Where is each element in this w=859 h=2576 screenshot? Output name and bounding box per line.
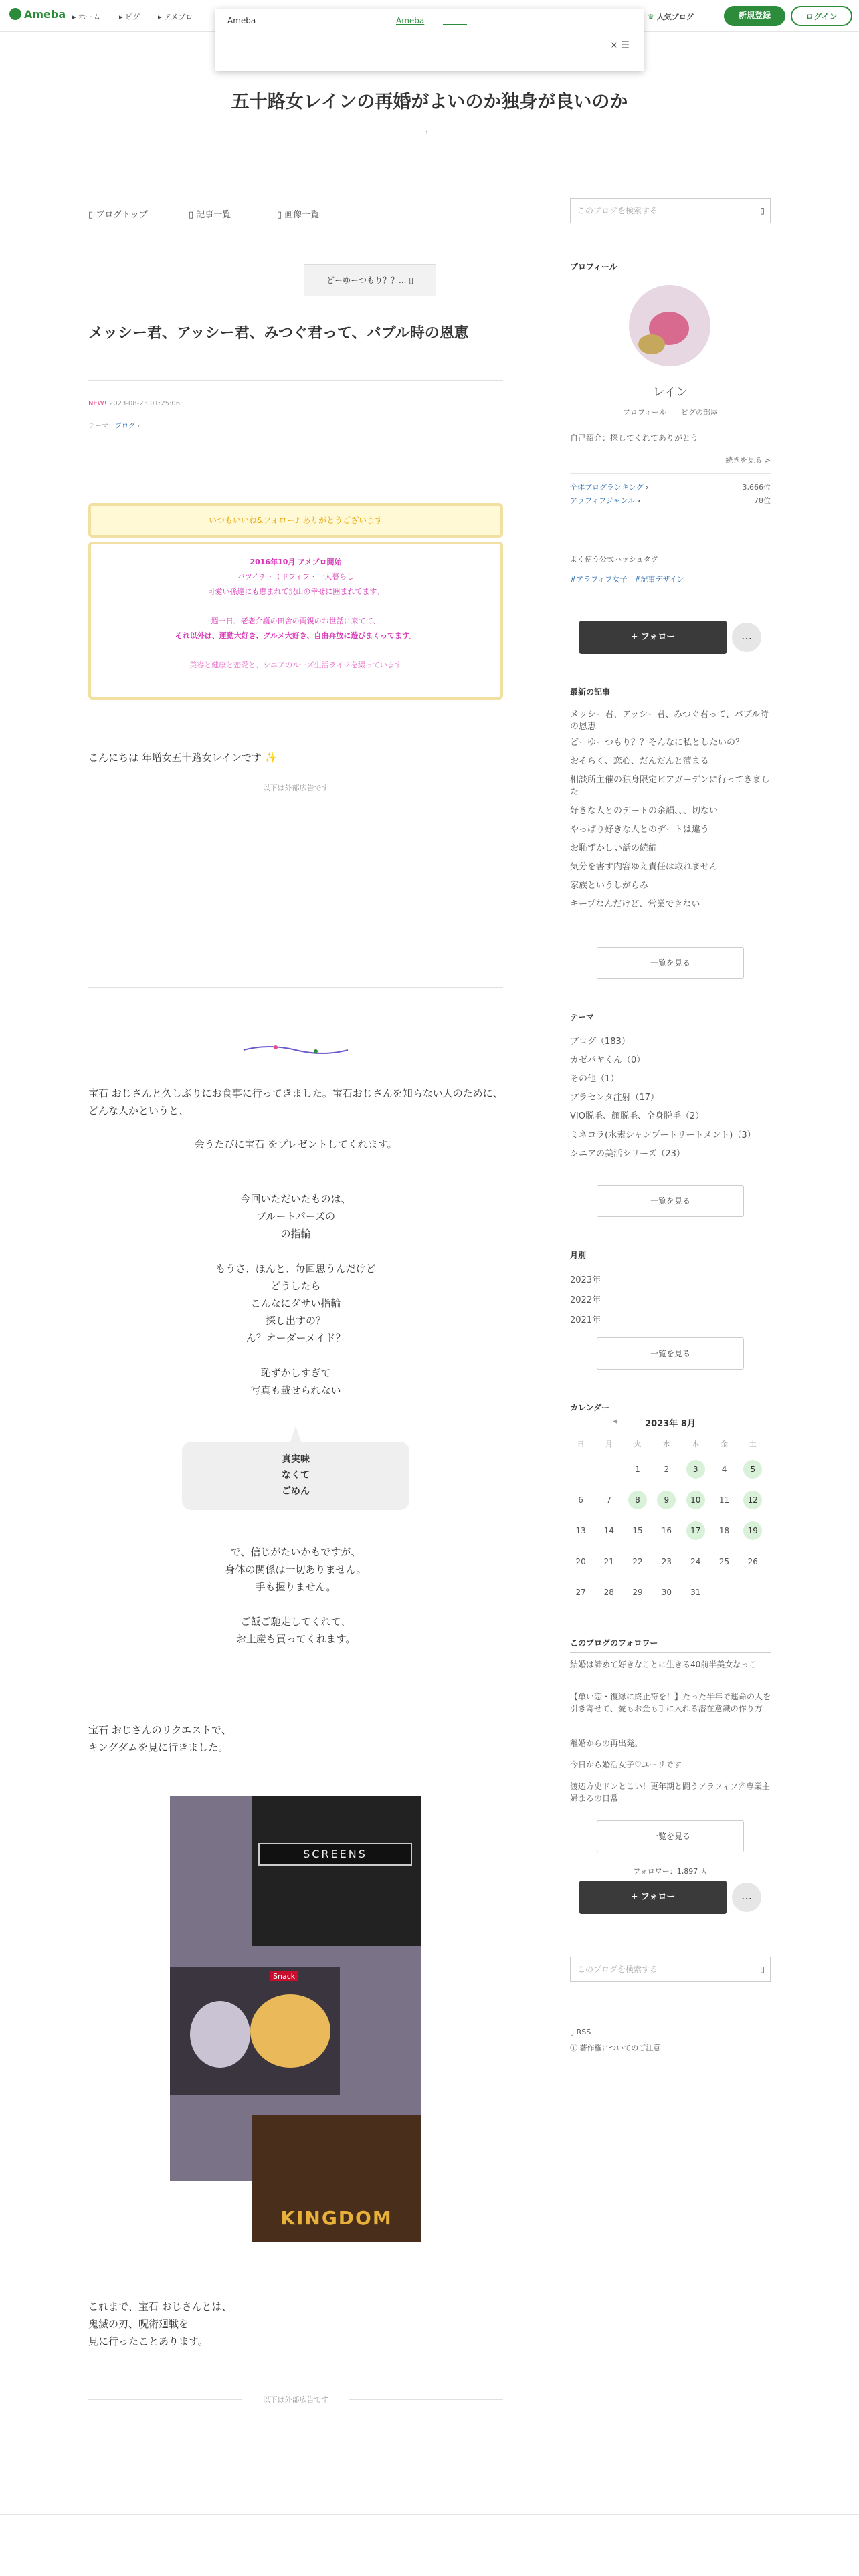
sparkle-icon: ✨: [264, 752, 278, 764]
calendar-day: 18: [719, 1526, 730, 1535]
nav-home[interactable]: ▸ ホーム: [72, 13, 101, 21]
photo-collage[interactable]: [170, 1796, 421, 2229]
calendar-day: 20: [575, 1557, 586, 1566]
calendar-day-with-post[interactable]: 17: [686, 1521, 705, 1540]
hashtag[interactable]: #アラフィフ女子: [570, 575, 628, 584]
screens-sign: SCREENS: [258, 1843, 412, 1866]
search-icon[interactable]: ▯: [760, 1965, 765, 1974]
profile-link[interactable]: プロフィール: [623, 408, 666, 417]
info-icon: ⓘ: [570, 2044, 577, 2052]
calendar-day-with-post[interactable]: 12: [743, 1491, 762, 1509]
intro-line: 2016年10月 アメブロ開始: [250, 558, 342, 566]
profile-links: [570, 407, 771, 417]
ending-lines: これまで、宝石 おじさんとは、 鬼滅の刃、呪術廻戦を 見に行ったことあります。: [88, 2300, 232, 2347]
list-item[interactable]: ブログ（183）: [570, 1037, 630, 1047]
ad-label-2: 以下は外部広告です: [242, 2394, 349, 2405]
ad-end-divider: [88, 987, 503, 988]
list-item[interactable]: 家族というしがらみ: [570, 881, 649, 891]
weekday-label: 月: [605, 1440, 613, 1448]
calendar-day: 2: [664, 1465, 670, 1474]
list-icon: ▯: [189, 210, 194, 220]
calendar-day: 6: [578, 1495, 583, 1505]
calendar-day-with-post[interactable]: 19: [743, 1521, 762, 1540]
list-item[interactable]: 2022年: [570, 1295, 601, 1305]
calendar-day: 25: [719, 1557, 730, 1566]
list-item[interactable]: お恥ずかしい話の続編: [570, 843, 658, 853]
register-button[interactable]: 新規登録: [724, 6, 785, 26]
calendar-day: 28: [603, 1588, 614, 1597]
prev-month-icon[interactable]: ◂: [613, 1416, 617, 1426]
calendar-day: 1: [635, 1465, 640, 1474]
recent-see-all-button[interactable]: 一覧を見る: [597, 947, 744, 979]
calendar-day-with-post[interactable]: 8: [628, 1491, 647, 1509]
calendar-day: 31: [690, 1588, 701, 1597]
list-item[interactable]: VIO脱毛、顔脱毛、全身脱毛（2）: [570, 1111, 704, 1121]
intro-line: それ以外は、運動大好き、グルメ大好き、自由奔放に遊びまくってます。: [175, 631, 417, 640]
nav-blog-top[interactable]: ▯ ブログトップ: [88, 210, 148, 220]
list-item[interactable]: ミネコラ(水素シャンプートリートメント)（3）: [570, 1130, 756, 1140]
ranking-overall[interactable]: 全体ブログランキング › 3,666位: [570, 483, 771, 492]
recent-heading: 最新の記事: [570, 686, 771, 702]
article-title[interactable]: メッシー君、アッシー君、みつぐ君って、バブル時の恩恵: [88, 325, 469, 342]
calendar-day[interactable]: [739, 1454, 767, 1485]
theater-photo: [252, 1796, 421, 1946]
calendar-heading: カレンダー: [570, 1403, 610, 1412]
title-divider: [88, 380, 503, 381]
thanks-banner: いつもいいね&フォロー♪ ありがとうございます: [88, 503, 503, 538]
calendar-day: [567, 1454, 595, 1485]
month-list: [570, 1271, 771, 1331]
blog-title[interactable]: 五十路女レインの再婚がよいのか独身が良いのか: [231, 92, 628, 112]
list-item[interactable]: おそらく、恋心、だんだんと薄まる: [570, 756, 709, 766]
calendar-day: 21: [603, 1557, 614, 1566]
decorative-wave: [242, 1043, 349, 1057]
theme-see-all-button[interactable]: 一覧を見る: [597, 1185, 744, 1217]
search-icon[interactable]: ▯: [760, 206, 765, 215]
ranking-genre[interactable]: アラフィフジャンル › 78位: [570, 496, 771, 505]
calendar-day: 23: [661, 1557, 672, 1566]
list-item[interactable]: 今日から婚活女子♡ユーリです: [570, 1760, 682, 1769]
weekday-label: 火: [634, 1440, 642, 1448]
month-heading: 月別: [570, 1249, 771, 1265]
calendar-day[interactable]: [652, 1485, 681, 1515]
avatar[interactable]: [629, 285, 710, 366]
image-icon: ▯: [277, 210, 282, 220]
month-see-all-button[interactable]: 一覧を見る: [597, 1337, 744, 1370]
theme-list: [570, 1033, 771, 1164]
list-item[interactable]: 2023年: [570, 1275, 601, 1285]
list-item[interactable]: カゼパヤくん（0）: [570, 1055, 646, 1065]
popular-blog-link[interactable]: ♛ 人気ブログ: [648, 13, 694, 21]
intro-line: 美容と健康と恋愛と、シニアのルーズ生活ライフを綴っています: [189, 661, 402, 669]
sidebar-search-input[interactable]: このブログを検索する ▯: [570, 1957, 771, 1982]
calendar-day: 13: [575, 1526, 586, 1535]
weekday-label: 土: [749, 1440, 757, 1448]
list-item[interactable]: 離婚からの再出発。: [570, 1739, 643, 1748]
kingdom-logo: KINGDOM: [280, 2207, 393, 2229]
ad-label: 以下は外部広告です: [242, 782, 349, 793]
profile-heading: プロフィール: [570, 262, 617, 272]
rss-icon: ▯: [570, 2028, 575, 2036]
popcorn-photo: [170, 1967, 340, 2095]
article-date: NEW! 2023-08-23 01:25:06: [88, 400, 181, 407]
list-item[interactable]: 気分を害す内容ゆえ責任は取れません: [570, 862, 719, 872]
calendar-day: 15: [632, 1526, 643, 1535]
drink-cup: [190, 2001, 250, 2068]
calendar-day: [710, 1577, 738, 1608]
speech-bubble: 真実味 なくて ごめん: [182, 1442, 409, 1510]
notification-popup: [215, 9, 644, 71]
list-item[interactable]: 2021年: [570, 1315, 601, 1325]
hashtag-list: [570, 574, 684, 584]
calendar-day: 16: [661, 1526, 672, 1535]
popup-close-button[interactable]: × ☰: [610, 40, 630, 51]
calendar-table: [567, 1434, 767, 1608]
blog-search-input[interactable]: このブログを検索する ▯: [570, 198, 771, 223]
list-item[interactable]: 好きな人とのデートの余韻、、、切ない: [570, 806, 719, 816]
list-item[interactable]: 結婚は諦めて好きなことに生きる40前半美女なっこ: [570, 1660, 757, 1669]
weekday-label: 金: [721, 1440, 729, 1448]
calendar-day[interactable]: [681, 1454, 710, 1485]
intro-line: バツイチ・ミドフィフ・一人暮らし: [237, 572, 355, 581]
new-badge: NEW!: [88, 400, 107, 407]
intro-line: 週一日、老老介護の田舎の両親のお世話に来てて、: [211, 617, 381, 625]
poster-photo: [252, 2115, 421, 2242]
kingdom-lines: 宝石 おじさんのリクエストで、 キングダムを見に行きました。: [88, 1724, 231, 1753]
weekday-label: 水: [662, 1440, 670, 1448]
follow-button-2[interactable]: + フォロー: [579, 1881, 727, 1914]
pigg-room-link[interactable]: ピグの部屋: [680, 408, 718, 417]
paragraph-1: 宝石 おじさんと久しぶりにお食事に行ってきました。宝石おじさんを知らない人のために、どんな人かというと、: [88, 1087, 503, 1117]
list-item[interactable]: シニアの美活シリーズ（23）: [570, 1149, 685, 1159]
theme-link[interactable]: ブログ: [115, 423, 135, 430]
popup-underline: [443, 24, 467, 25]
blog-nav: [0, 187, 859, 235]
intro-box: [88, 542, 503, 700]
home-icon: ▯: [88, 210, 94, 220]
calendar-day[interactable]: [681, 1515, 710, 1546]
paragraph-2: 会うたびに宝石 をプレゼントしてくれます。: [194, 1138, 397, 1150]
rss-link[interactable]: ▯ RSS: [570, 2028, 591, 2036]
gift-lines: 今回いただいたものは、 ブルートパーズの の指輪 もうさ、ほんと、毎回思うんだけど どうしたら こんなにダサい指輪 探し出すの？ ん？オーダーメイド？ 恥ずかしすぎて 写真も載せられない: [215, 1193, 376, 1396]
list-item[interactable]: キープなんだけど、営業できない: [570, 899, 700, 909]
calendar-day: [595, 1454, 623, 1485]
calendar-day-with-post[interactable]: 9: [657, 1491, 676, 1509]
calendar-day[interactable]: [739, 1515, 767, 1546]
copyright-link[interactable]: ⓘ 著作権についてのご注意: [570, 2044, 661, 2052]
list-item[interactable]: メッシー君、アッシー君、みつぐ君って、バブル時の恩恵: [570, 710, 769, 732]
login-button[interactable]: ログイン: [791, 6, 852, 26]
footer-divider: [0, 2514, 859, 2515]
recent-list: [570, 709, 771, 918]
calendar-day: 29: [632, 1588, 643, 1597]
prev-entry-button[interactable]: どーゆーつもり？？... ▯: [304, 264, 436, 296]
calendar-day: 27: [575, 1588, 586, 1597]
calendar-day: 26: [747, 1557, 758, 1566]
blog-header: [0, 71, 859, 187]
popcorn-bucket: [250, 1994, 330, 2068]
list-item[interactable]: 相談所主催の独身限定ビアガーデンに行ってきました: [570, 775, 770, 797]
calendar-day: 7: [606, 1495, 612, 1505]
nav-entry-list[interactable]: ▯ 記事一覧: [189, 210, 231, 220]
calendar-title: ◂ 2023年 8月: [613, 1416, 696, 1429]
hashtag[interactable]: #記事デザイン: [634, 575, 684, 584]
calendar-day-with-post[interactable]: 3: [686, 1460, 705, 1479]
follower-count: フォロワー：1,897 人: [633, 1867, 708, 1876]
list-item[interactable]: やっぱり好きな人とのデートは違う: [570, 825, 710, 835]
greeting: こんにちは 年増女五十路女レインです ✨: [88, 752, 278, 764]
ameba-logo-icon: [9, 8, 21, 20]
list-item[interactable]: 渡辺方史ドンとこい！更年期と闘うアラフィフ＠専業主婦まるの日常: [570, 1782, 771, 1803]
calendar-day[interactable]: [681, 1485, 710, 1515]
menu-icon: ☰: [621, 40, 630, 51]
snack-label: Snack: [270, 1971, 298, 1981]
list-item[interactable]: 【単い恋・復縁に終止符を！】たった半年で運命の人を引き寄せて、愛もお金も手に入れる潜在意識の作り方: [570, 1692, 771, 1713]
calendar-day: 14: [603, 1526, 614, 1535]
weekday-label: 日: [577, 1440, 585, 1448]
calendar-day[interactable]: [739, 1485, 767, 1515]
theme-heading: テーマ: [570, 1011, 771, 1027]
more-options-button[interactable]: …: [732, 623, 761, 652]
calendar-day: 30: [661, 1588, 672, 1597]
next-icon: ▯: [409, 276, 413, 285]
article-theme: テーマ：ブログ ›: [88, 423, 140, 430]
hashtag-heading: よく使う公式ハッシュタグ: [570, 555, 658, 564]
more-options-button-2[interactable]: …: [732, 1883, 761, 1912]
calendar-day-with-post[interactable]: 5: [743, 1460, 762, 1479]
calendar-day[interactable]: [623, 1485, 652, 1515]
calendar-day: [739, 1577, 767, 1608]
followers-see-all-button[interactable]: 一覧を見る: [597, 1820, 744, 1852]
relationship-lines: で、信じがたいかもですが、 身体の関係は一切ありません。 手も握りません。 ご飯ご馳走してくれて、 お土産も買ってくれます。: [225, 1546, 367, 1645]
follow-button[interactable]: + フォロー: [579, 621, 727, 654]
intro-line: 可愛い孫達にも恵まれて沢山の幸せに囲まれてます。: [207, 587, 384, 596]
calendar-day-with-post[interactable]: 10: [686, 1491, 705, 1509]
weekday-label: 木: [692, 1440, 700, 1448]
blog-subtitle: ，: [425, 124, 434, 134]
crown-icon: ♛: [648, 13, 654, 21]
follower-list: [570, 1658, 771, 1807]
list-item[interactable]: プラセンタ注射（17）: [570, 1093, 660, 1103]
list-item[interactable]: どーゆーつもり？？そんなに私としたいの？: [570, 738, 745, 748]
ameba-logo[interactable]: Ameba: [9, 8, 66, 21]
calendar-day: 4: [721, 1465, 727, 1474]
calendar-day: 24: [690, 1557, 701, 1566]
popup-title: Ameba: [227, 16, 256, 25]
calendar-day: 11: [719, 1495, 730, 1505]
nav-ameblo[interactable]: ▸ アメブロ: [158, 13, 193, 21]
popup-link[interactable]: Ameba: [396, 16, 425, 25]
calendar-day: 22: [632, 1557, 643, 1566]
profile-intro: 自己紹介：探してくれてありがとう: [570, 433, 699, 443]
nav-pigg[interactable]: ▸ ピグ: [119, 13, 140, 21]
read-more-link[interactable]: 続きを見る >: [725, 456, 771, 465]
profile-name[interactable]: レイン: [652, 385, 688, 399]
list-item[interactable]: その他（1）: [570, 1074, 619, 1084]
followers-heading: このブログのフォロワー: [570, 1637, 771, 1653]
nav-image-list[interactable]: ▯ 画像一覧: [277, 210, 320, 220]
